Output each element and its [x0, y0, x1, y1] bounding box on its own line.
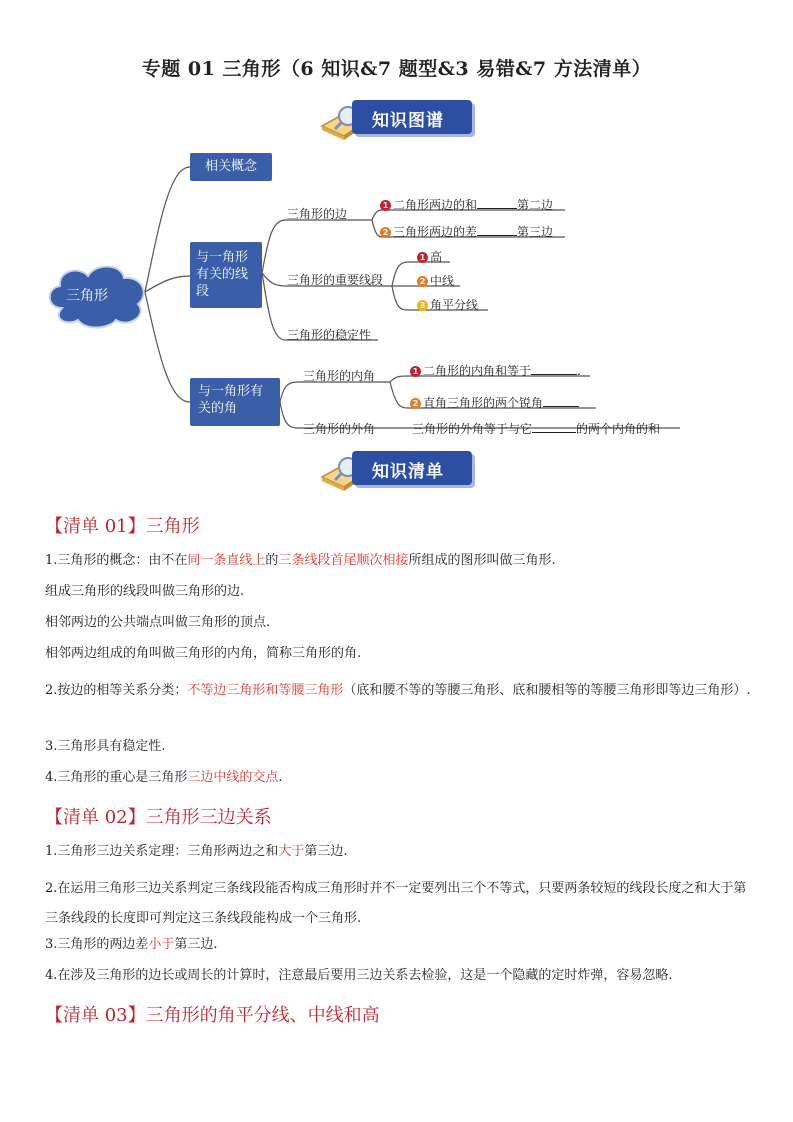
label-inner-angle: 三角形的内角 — [303, 369, 376, 383]
node-segments: 与一角形有关的线段 — [190, 242, 262, 308]
number-badge: 1 — [417, 252, 428, 263]
section-heading: 【清单 03】三角形的角平分线、中线和高 — [45, 1005, 380, 1026]
side-rule-2: 2 三角形两边的差 第三边 — [380, 223, 553, 240]
paragraph: 相邻两边的公共端点叫做三角形的顶点. — [45, 615, 271, 630]
paragraph: 2.在运用三角形三边关系判定三条线段能否构成三角形时并不一定要列出三个不等式，只要两条较短的线段长度之和大于第三条线段的长度即可判定这三条线段能构成一个三角形. — [45, 881, 747, 926]
number-badge: 3 — [417, 300, 428, 311]
answer-blank — [532, 422, 576, 433]
number-badge: 2 — [380, 227, 391, 238]
paragraph: 3.三角形具有稳定性. — [45, 739, 166, 754]
paragraph: 1.三角形的概念：由不在同一条直线上的三条线段首尾顺次相接所组成的图形叫做三角形. — [45, 553, 556, 568]
banner-knowledge-list — [318, 449, 474, 489]
outer-rule: 三角形的外角等于与它 的两个内角的和 — [412, 422, 661, 436]
paragraph: 2.按边的相等关系分类：不等边三角形和等腰三角形（底和腰不等的等腰三角形、底和腰相等的等腰三角形即等边三角形）. — [45, 683, 751, 698]
number-badge: 1 — [410, 366, 421, 377]
root-label: 三角形 — [66, 288, 108, 304]
section-heading: 【清单 02】三角形三边关系 — [45, 807, 272, 828]
number-badge: 1 — [380, 200, 391, 211]
line-bisector: 3 角平分线 — [417, 296, 478, 313]
label-sides: 三角形的边 — [287, 207, 348, 221]
banner-label: 知识图谱 — [372, 111, 444, 131]
answer-blank — [543, 396, 579, 407]
paragraph: 4.三角形的重心是三角形三边中线的交点. — [45, 770, 283, 785]
paragraph: 3.三角形的两边差小于第三边. — [45, 937, 218, 952]
answer-blank — [477, 225, 517, 236]
answer-blank — [477, 198, 517, 209]
paragraph: 4.在涉及三角形的边长或周长的计算时，注意最后要用三边关系去检验，这是一个隐藏的定时炸弹，容易忽略. — [45, 968, 673, 983]
line-altitude: 1 高 — [417, 248, 442, 265]
label-important-lines: 三角形的重要线段 — [287, 273, 384, 287]
paragraph: 1.三角形三边关系定理：三角形两边之和大于第三边. — [45, 844, 348, 859]
banner-label: 知识清单 — [372, 462, 444, 482]
number-badge: 2 — [417, 276, 428, 287]
line-median: 2 中线 — [417, 272, 454, 289]
answer-blank — [531, 364, 577, 375]
label-outer-angle: 三角形的外角 — [303, 422, 376, 436]
node-angles: 与一角形有关的角 — [190, 378, 280, 426]
inner-rule-2: 2 直角三角形的两个锐角 — [410, 394, 579, 411]
node-related-concepts: 相关概念 — [190, 153, 272, 181]
label-stability: 三角形的稳定性 — [287, 328, 372, 342]
paragraph: 相邻两边组成的角叫做三角形的内角，简称三角形的角. — [45, 646, 362, 661]
number-badge: 2 — [410, 398, 421, 409]
paragraph: 组成三角形的线段叫做三角形的边. — [45, 584, 245, 599]
inner-rule-1: 1 二角形的内角和等于 . — [410, 362, 581, 379]
page-title: 专题 01 三角形（6 知识&7 题型&3 易错&7 方法清单） — [141, 58, 652, 80]
side-rule-1: 1 二角形两边的和 第二边 — [380, 196, 553, 213]
section-heading: 【清单 01】三角形 — [45, 516, 200, 537]
banner-knowledge-map — [318, 98, 474, 138]
